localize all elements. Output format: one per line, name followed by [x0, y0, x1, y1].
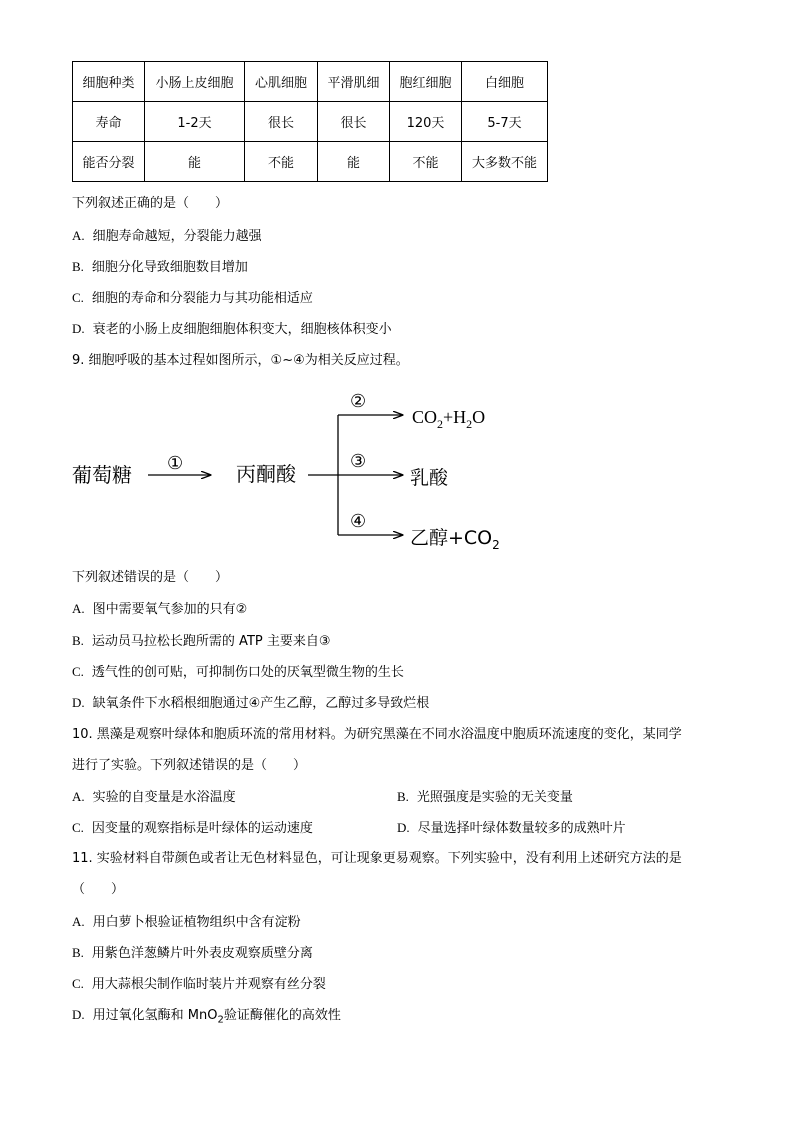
option-label: B. — [397, 789, 409, 804]
option-label: A. — [72, 228, 85, 243]
q11-option-b[interactable] — [72, 944, 313, 963]
table-cell: 很长 — [245, 102, 318, 142]
q11-option-d[interactable] — [72, 1006, 341, 1030]
q8-option-d[interactable] — [72, 320, 392, 339]
option-label: D. — [397, 820, 410, 835]
table-cell: 能 — [145, 142, 245, 182]
q10-option-c[interactable] — [72, 819, 313, 838]
q11-option-c[interactable] — [72, 975, 326, 994]
table-cell: 不能 — [245, 142, 318, 182]
option-label: A. — [72, 601, 85, 616]
option-text: 缺氧条件下水稻根细胞通过④产生乙醇，乙醇过多导致烂根 — [92, 696, 430, 711]
table-row — [73, 102, 548, 142]
q11-option-a[interactable] — [72, 913, 301, 932]
q9-option-c[interactable] — [72, 663, 404, 682]
q9-stem: 9. 细胞呼吸的基本过程如图所示，①~④为相关反应过程。 — [72, 353, 409, 368]
cell-respiration-diagram — [60, 385, 520, 560]
option-text: 用紫色洋葱鳞片叶外表皮观察质壁分离 — [91, 946, 313, 961]
option-label: D. — [72, 1007, 85, 1022]
option-text: 细胞寿命越短，分裂能力越强 — [92, 229, 262, 244]
q9-option-b[interactable] — [72, 632, 331, 651]
table-cell: 胞红细胞 — [390, 62, 462, 102]
table-cell: 平滑肌细 — [318, 62, 390, 102]
option-text: 透气性的创可贴，可抑制伤口处的厌氧型微生物的生长 — [91, 665, 404, 680]
table-row — [73, 142, 548, 182]
table-cell: 不能 — [390, 142, 462, 182]
pyruvate-label: 丙酮酸 — [236, 462, 296, 486]
q9-option-a[interactable] — [72, 600, 247, 619]
product-lactic-acid: 乳酸 — [410, 467, 449, 489]
option-text: 光照强度是实验的无关变量 — [416, 790, 573, 805]
q8-option-a[interactable] — [72, 227, 262, 246]
table-cell: 5-7天 — [462, 102, 548, 142]
option-label: A. — [72, 789, 85, 804]
option-text: 衰老的小肠上皮细胞细胞体积变大，细胞核体积变小 — [92, 322, 392, 337]
option-text: 因变量的观察指标是叶绿体的运动速度 — [91, 821, 313, 836]
glucose-label: 葡萄糖 — [72, 463, 132, 487]
option-text: 实验的自变量是水浴温度 — [92, 790, 236, 805]
q11-stem-line2: （ ） — [72, 882, 125, 897]
option-label: C. — [72, 976, 84, 991]
product-ethanol-co2: 乙醇$+CO_2$ — [410, 527, 500, 552]
table-cell: 白细胞 — [462, 62, 548, 102]
option-text: 用大蒜根尖制作临时装片并观察有丝分裂 — [91, 977, 326, 992]
cell-lifespan-table — [72, 61, 548, 182]
q10-stem-line2: 进行了实验。下列叙述错误的是（ ） — [72, 758, 307, 773]
option-text: 图中需要氧气参加的只有② — [92, 602, 248, 617]
step3-marker: ③ — [350, 451, 367, 472]
option-label: C. — [72, 664, 84, 679]
table-cell: 很长 — [318, 102, 390, 142]
option-text: 尽量选择叶绿体数量较多的成熟叶片 — [417, 821, 626, 836]
option-text: 运动员马拉松长跑所需的 ATP 主要来自③ — [91, 634, 331, 649]
option-label: D. — [72, 321, 85, 336]
table-cell: 细胞种类 — [73, 62, 145, 102]
table-row — [73, 62, 548, 102]
q11-stem-line1: 11. 实验材料自带颜色或者让无色材料显色，可让现象更易观察。下列实验中，没有利用上述研究方法的是 — [72, 851, 682, 866]
option-label: B. — [72, 259, 84, 274]
table-cell: 1-2天 — [145, 102, 245, 142]
option-text: 细胞分化导致细胞数目增加 — [91, 260, 248, 275]
table-cell: 寿命 — [73, 102, 145, 142]
q10-stem-line1: 10. 黑藻是观察叶绿体和胞质环流的常用材料。为研究黑藻在不同水浴温度中胞质环流速度的变化，某同学 — [72, 727, 682, 742]
q8-option-c[interactable] — [72, 289, 313, 308]
option-label: C. — [72, 290, 84, 305]
step4-marker: ④ — [350, 511, 367, 532]
q10-option-b[interactable] — [397, 788, 573, 807]
option-text: 细胞的寿命和分裂能力与其功能相适应 — [91, 291, 313, 306]
option-text: 用白萝卜根验证植物组织中含有淀粉 — [92, 915, 301, 930]
table-cell: 能否分裂 — [73, 142, 145, 182]
product-co2-h2o: $CO_2+H_2O$ — [412, 407, 486, 431]
step2-marker: ② — [350, 391, 367, 412]
q9-question: 下列叙述错误的是（ ） — [72, 570, 229, 585]
q10-option-d[interactable] — [397, 819, 626, 838]
q9-option-d[interactable] — [72, 694, 429, 713]
option-label: B. — [72, 945, 84, 960]
table-cell: 能 — [318, 142, 390, 182]
option-label: C. — [72, 820, 84, 835]
q8-stem: 下列叙述正确的是（ ） — [72, 196, 229, 211]
option-label: D. — [72, 695, 85, 710]
option-text: 用过氧化氢酶和 MnO$_2$验证酶催化的高效性 — [92, 1008, 341, 1026]
step1-marker: ① — [167, 453, 184, 474]
q10-option-a[interactable] — [72, 788, 236, 807]
table-cell: 心肌细胞 — [245, 62, 318, 102]
q8-option-b[interactable] — [72, 258, 248, 277]
option-label: A. — [72, 914, 85, 929]
table-cell: 小肠上皮细胞 — [145, 62, 245, 102]
table-cell: 大多数不能 — [462, 142, 548, 182]
table-cell: 120天 — [390, 102, 462, 142]
option-label: B. — [72, 633, 84, 648]
